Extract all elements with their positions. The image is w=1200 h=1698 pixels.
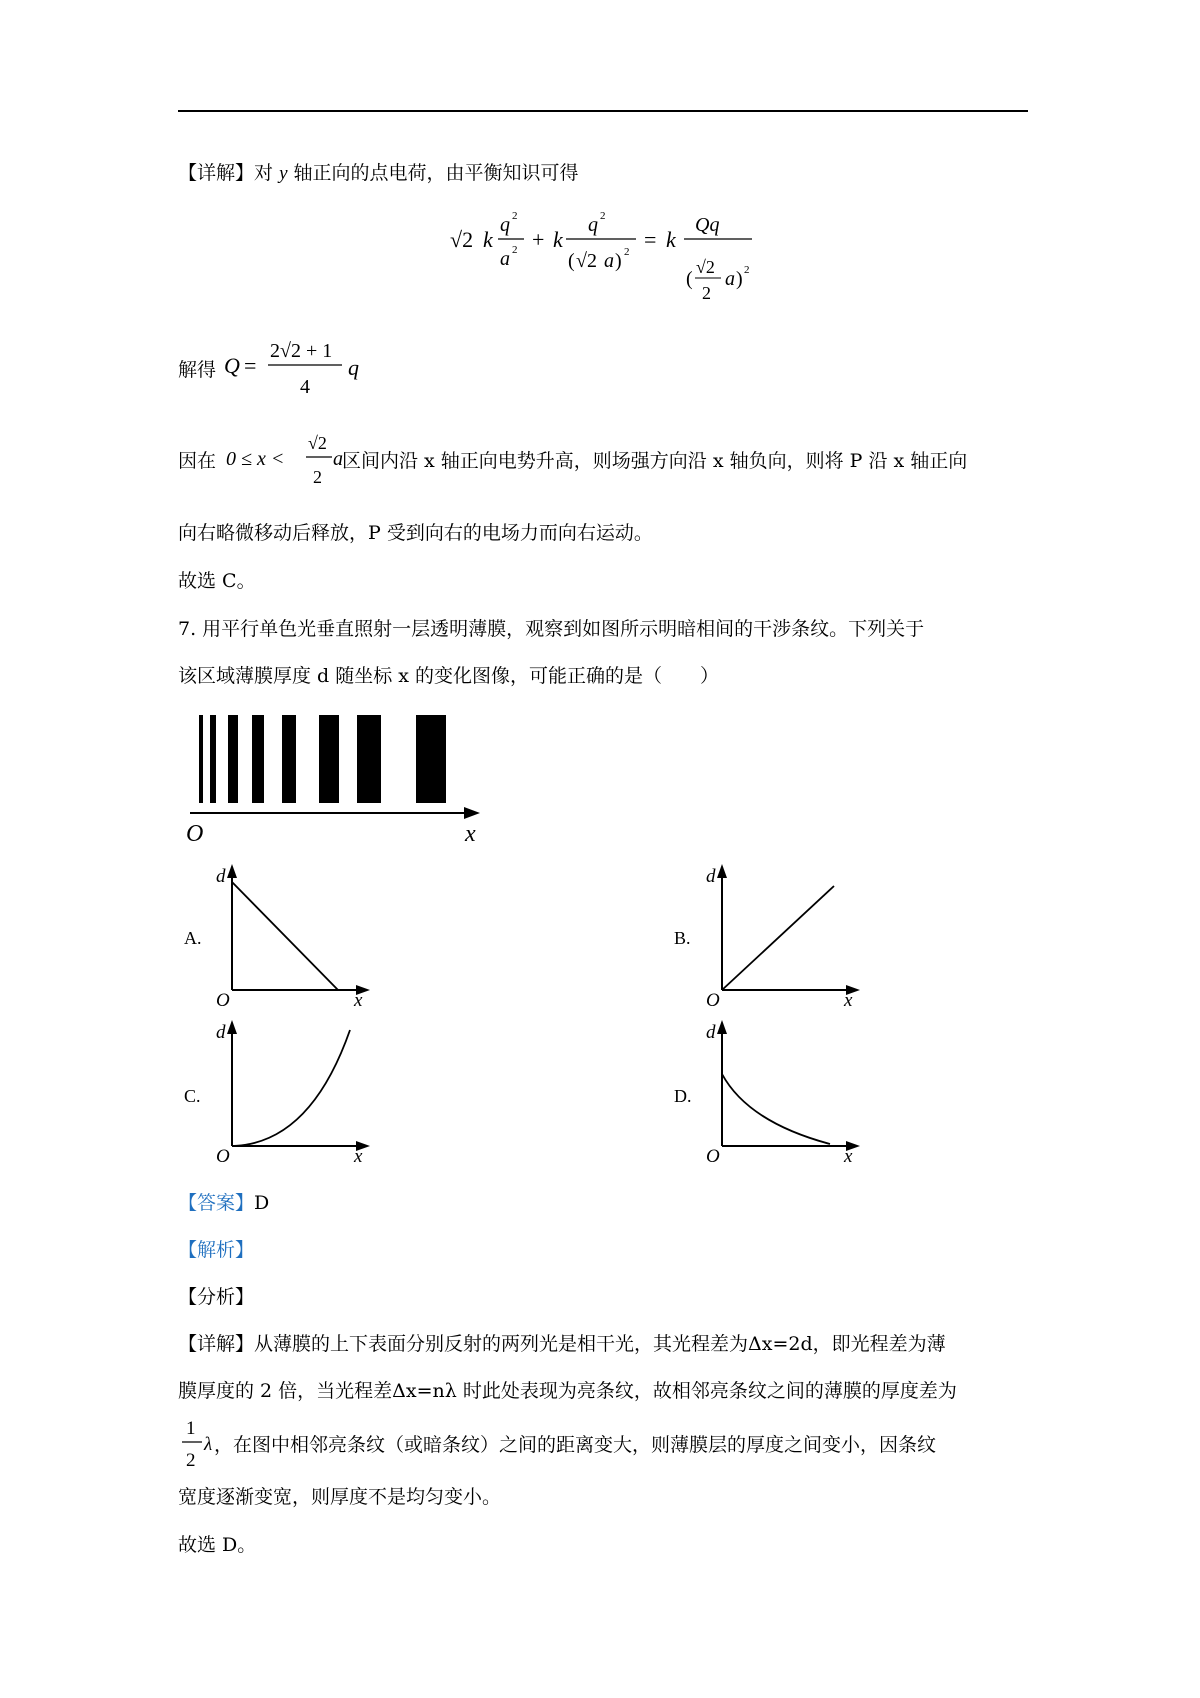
eq-k2: k — [553, 227, 563, 252]
y-label: d — [706, 1022, 716, 1043]
solve-equation — [224, 333, 374, 403]
eq-plus: + — [532, 227, 545, 252]
eq-equals: = — [644, 227, 657, 252]
eq-exp-den3: 2 — [744, 264, 750, 276]
eq-k1: k — [483, 227, 493, 252]
detail1-label: 【详解】 — [178, 162, 255, 184]
fringe-figure — [180, 705, 500, 845]
eq-q-num2: q — [588, 214, 598, 236]
solve-equals: = — [244, 353, 257, 378]
fringe-bar — [416, 715, 446, 803]
fringe-arrow — [464, 807, 480, 819]
analysis-label: 【解析】 — [178, 1239, 255, 1261]
solve-label: 解得 — [178, 359, 217, 381]
option-a-label: A. — [184, 928, 202, 948]
origin-label: O — [706, 990, 720, 1010]
detail2-fraction — [178, 1412, 218, 1476]
fringe-bar — [210, 715, 216, 803]
origin-label: O — [706, 1146, 720, 1166]
eq-den2-paren-open: ( — [568, 250, 575, 272]
detail1-text-post: 轴正向的点电荷，由平衡知识可得 — [287, 162, 579, 184]
eq-den3-paren-close: ) — [736, 268, 743, 290]
interval-a: a — [333, 448, 343, 470]
origin-label: O — [216, 1146, 230, 1166]
q7-line1: 7. 用平行单色光垂直照射一层透明薄膜，观察到如图所示明暗相间的干涉条纹。下列关于 — [178, 618, 925, 640]
option-c-graph — [210, 1016, 380, 1166]
fringe-bar — [319, 715, 339, 803]
fringe-origin: O — [186, 821, 204, 845]
option-d-graph — [700, 1016, 870, 1166]
x-label: x — [354, 990, 363, 1010]
axis-y-arrow — [717, 864, 727, 878]
solve-Q: Q — [224, 353, 240, 378]
axis-y-arrow — [227, 1020, 237, 1034]
curve-decreasing-line — [232, 882, 338, 990]
curve-concave-up — [232, 1030, 350, 1146]
fringe-bar — [252, 715, 264, 803]
axis-y-arrow — [227, 864, 237, 878]
detail2-lambda: λ — [204, 1434, 213, 1455]
solve-denominator: 4 — [300, 376, 310, 398]
header-rule — [178, 110, 1028, 112]
detail2-line2: 膜厚度的 2 倍，当光程差Δx=nλ 时此处表现为亮条纹，故相邻亮条纹之间的薄膜的厚度差为 — [178, 1380, 957, 1402]
eq-exp-den2: 2 — [624, 246, 630, 258]
fringe-bar — [357, 715, 381, 803]
curve-increasing-line — [722, 886, 834, 990]
interval-line2: 向右略微移动后释放，P 受到向右的电场力而向右运动。 — [178, 522, 653, 544]
fringe-bar — [199, 715, 203, 803]
detail2-frac-den: 2 — [186, 1450, 196, 1471]
detail2-line3: ，在图中相邻亮条纹（或暗条纹）之间的距离变大，则薄膜层的厚度之间变小，因条纹 — [214, 1434, 937, 1456]
axis-y-arrow — [717, 1020, 727, 1034]
interval-text-post: 区间内沿 x 轴正向电势升高，则场强方向沿 x 轴负向，则将 P 沿 x 轴正向 — [342, 450, 968, 472]
solve-numerator: 2√2 + 1 — [270, 340, 333, 362]
option-c-label: C. — [184, 1086, 201, 1106]
eq-den2-paren-close: ) — [615, 250, 622, 272]
eq-sqrt2: √2 — [450, 227, 474, 252]
var-y: y — [279, 163, 288, 184]
equation-balance — [440, 205, 770, 315]
detail2-label: 【详解】 — [178, 1333, 255, 1355]
fringe-x-label: x — [465, 821, 476, 845]
eq-exp-den1: 2 — [512, 244, 518, 256]
answer-line — [178, 1190, 269, 1216]
detail1-text-pre: 对 — [254, 162, 280, 184]
eq-a-den1: a — [500, 248, 510, 270]
fenxi-label: 【分析】 — [178, 1286, 255, 1308]
solve-q: q — [348, 355, 359, 380]
x-label: x — [844, 1146, 853, 1166]
origin-label: O — [216, 990, 230, 1010]
choice-d: 故选 D。 — [178, 1534, 257, 1556]
curve-decreasing-concave — [722, 1074, 830, 1144]
y-label: d — [216, 1022, 226, 1043]
choice-c: 故选 C。 — [178, 570, 256, 592]
option-a-graph — [210, 860, 380, 1010]
y-label: d — [216, 866, 226, 887]
answer-label: 【答案】 — [178, 1192, 255, 1214]
eq-exp-num1: 2 — [512, 210, 518, 222]
detail2-frac-num: 1 — [186, 1418, 196, 1439]
interval-text-pre: 因在 — [178, 450, 217, 472]
eq-den3-two: 2 — [702, 283, 711, 303]
eq-den3-paren-open: ( — [686, 268, 693, 290]
interval-frac-den: 2 — [313, 467, 322, 487]
answer-value: D — [254, 1192, 270, 1214]
detail2-line1 — [178, 1331, 946, 1357]
interval-inequality — [224, 425, 344, 495]
interval-frac-num: √2 — [308, 433, 327, 453]
x-label: x — [354, 1146, 363, 1166]
fringe-bar — [282, 715, 296, 803]
eq-den2-a: a — [604, 250, 614, 272]
fringe-bar — [228, 715, 238, 803]
eq-k3: k — [666, 227, 676, 252]
option-d-label: D. — [674, 1086, 692, 1106]
detail2-line4: 宽度逐渐变宽，则厚度不是均匀变小。 — [178, 1486, 502, 1508]
x-label: x — [844, 990, 853, 1010]
eq-Qq: Qq — [695, 214, 720, 236]
y-label: d — [706, 866, 716, 887]
eq-den2-sqrt2: √2 — [576, 250, 597, 272]
eq-den3-a: a — [725, 268, 735, 290]
eq-den3-sqrt2: √2 — [696, 257, 715, 277]
detail2-text1: 从薄膜的上下表面分别反射的两列光是相干光，其光程差为Δx=2d，即光程差为薄 — [254, 1333, 946, 1355]
q7-line2: 该区域薄膜厚度 d 随坐标 x 的变化图像，可能正确的是（ ） — [178, 665, 720, 687]
interval-ineq-left: 0 ≤ x < — [226, 448, 285, 470]
option-b-label: B. — [674, 928, 691, 948]
eq-q-num1: q — [500, 214, 510, 236]
eq-exp-num2: 2 — [600, 210, 606, 222]
detail1-line — [178, 160, 579, 187]
option-b-graph — [700, 860, 870, 1010]
